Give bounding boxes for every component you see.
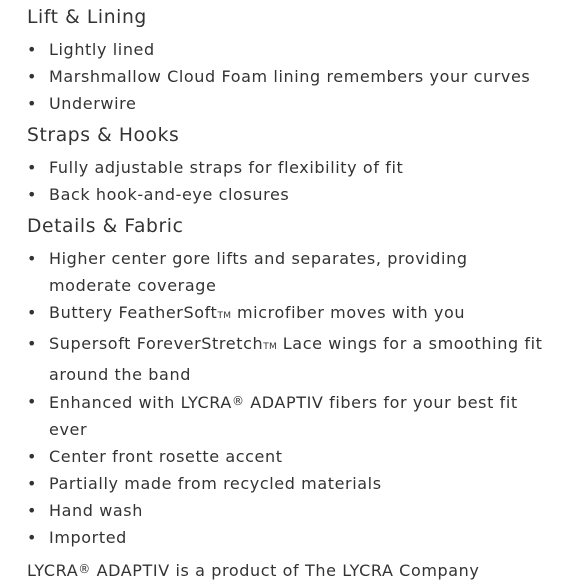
list-item: • Supersoft ForeverStretchTM Lace wings for a smoothing fit around the band xyxy=(27,330,545,388)
list-item: • Hand wash xyxy=(27,497,545,524)
trademark-mark: TM xyxy=(263,342,278,352)
list-item: • Higher center gore lifts and separates, providing moderate coverage xyxy=(27,245,545,299)
bullet-icon: • xyxy=(27,334,38,353)
section-heading-details-fabric: Details & Fabric xyxy=(27,216,184,237)
bullet-icon: • xyxy=(27,447,38,466)
bullet-icon: • xyxy=(27,94,38,113)
trademark-mark: TM xyxy=(217,311,232,321)
list-item: • Buttery FeatherSoftTM microfiber moves with you xyxy=(27,299,545,330)
list-item: • Underwire xyxy=(27,90,545,117)
bullet-icon: • xyxy=(27,67,38,86)
bullet-icon: • xyxy=(27,40,38,59)
bullet-icon: • xyxy=(27,392,38,411)
list-item: • Back hook-and-eye closures xyxy=(27,181,545,208)
registered-mark: ® xyxy=(78,562,91,576)
bullet-icon: • xyxy=(27,158,38,177)
list-item: • Partially made from recycled materials xyxy=(27,470,545,497)
bullet-icon: • xyxy=(27,501,38,520)
lycra-trademark-note: LYCRA® ADAPTIV is a product of The LYCRA Company xyxy=(27,561,480,580)
list-item: • Imported xyxy=(27,524,545,551)
bullet-icon: • xyxy=(27,474,38,493)
list-item: • Lightly lined xyxy=(27,36,545,63)
details-fabric-list xyxy=(27,245,545,551)
bullet-icon: • xyxy=(27,185,38,204)
list-item: • Center front rosette accent xyxy=(27,443,545,470)
straps-hooks-list xyxy=(27,154,545,208)
bullet-icon: • xyxy=(27,249,38,268)
list-item: • Fully adjustable straps for flexibility of fit xyxy=(27,154,545,181)
list-item: • Enhanced with LYCRA® ADAPTIV fibers for your best fit ever xyxy=(27,388,545,443)
bullet-icon: • xyxy=(27,528,38,547)
section-heading-lift-lining: Lift & Lining xyxy=(27,7,147,28)
bullet-icon: • xyxy=(27,303,38,322)
list-item: • Marshmallow Cloud Foam lining remembers your curves xyxy=(27,63,545,90)
lift-lining-list xyxy=(27,36,545,117)
registered-mark: ® xyxy=(231,394,245,408)
section-heading-straps-hooks: Straps & Hooks xyxy=(27,125,180,146)
